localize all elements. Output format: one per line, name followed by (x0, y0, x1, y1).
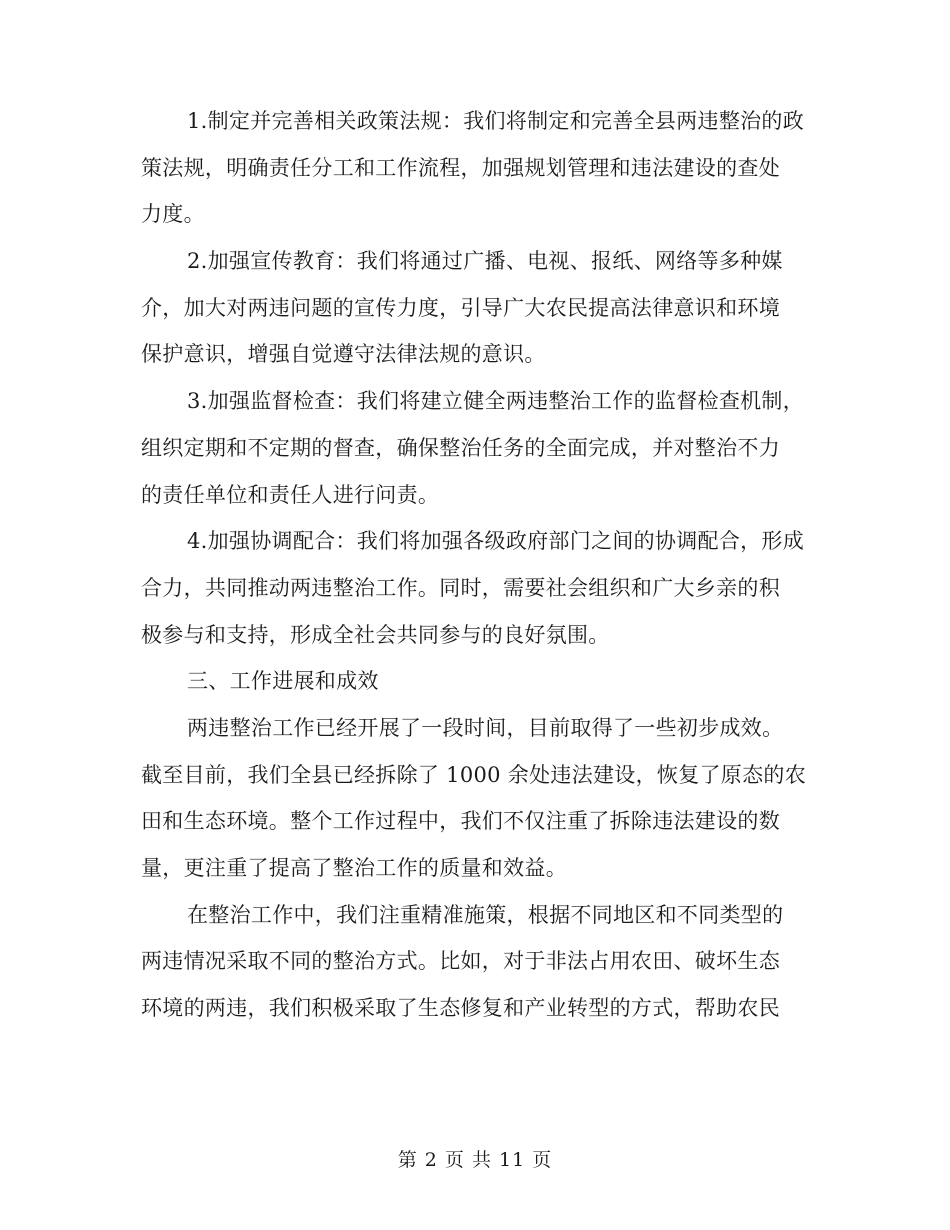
text-line: 的责任单位和责任人进行问责。 (141, 482, 440, 507)
text-line: 保护意识，增强自觉遵守法律法规的意识。 (141, 342, 546, 367)
text-line: 三、工作进展和成效 (187, 669, 379, 694)
text-line: 截至目前，我们全县已经拆除了 1000 余处违法建设，恢复了原态的农 (141, 762, 806, 787)
page-footer: 第 2 页 共 11 页 (397, 1149, 553, 1171)
text-line: 2.加强宣传教育：我们将通过广播、电视、报纸、网络等多种媒 (187, 249, 783, 274)
text-line: 4.加强协调配合：我们将加强各级政府部门之间的协调配合，形成 (187, 529, 805, 554)
text-line: 组织定期和不定期的督查，确保整治任务的全面完成，并对整治不力 (141, 435, 780, 460)
text-line: 在整治工作中，我们注重精准施策，根据不同地区和不同类型的 (187, 902, 784, 927)
text-line: 介，加大对两违问题的宣传力度，引导广大农民提高法律意识和环境 (141, 295, 780, 320)
text-line: 力度。 (141, 202, 205, 227)
document-body (141, 98, 811, 1032)
text-line: 两违情况采取不同的整治方式。比如，对于非法占用农田、破坏生态 (141, 949, 780, 974)
text-line: 1.制定并完善相关政策法规：我们将制定和完善全县两违整治的政 (187, 109, 805, 133)
text-line: 两违整治工作已经开展了一段时间，目前取得了一些初步成效。 (187, 715, 784, 740)
text-line: 3.加强监督检查：我们将建立健全两违整治工作的监督检查机制， (187, 389, 805, 414)
text-line: 极参与和支持，形成全社会共同参与的良好氛围。 (141, 622, 610, 647)
text-line: 环境的两违，我们积极采取了生态修复和产业转型的方式，帮助农民 (141, 996, 780, 1021)
text-line: 策法规，明确责任分工和工作流程，加强规划管理和违法建设的查处 (141, 155, 780, 180)
text-line: 田和生态环境。整个工作过程中，我们不仅注重了拆除违法建设的数 (141, 809, 780, 834)
text-line: 量，更注重了提高了整治工作的质量和效益。 (141, 856, 567, 880)
text-line: 合力，共同推动两违整治工作。同时，需要社会组织和广大乡亲的积 (141, 575, 780, 600)
